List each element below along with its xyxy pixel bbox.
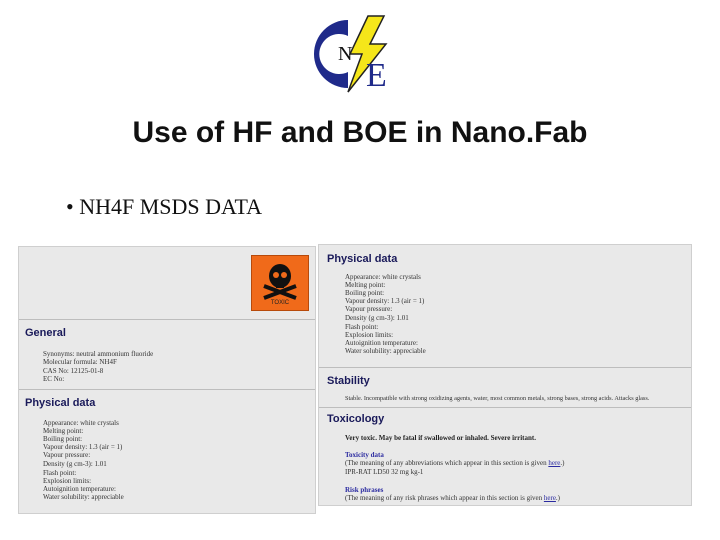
divider [19, 389, 315, 390]
toxicity-data-label: Toxicity data [345, 451, 384, 459]
physical-line: Vapour density: 1.3 (air = 1) [43, 443, 123, 451]
general-heading: General [25, 327, 66, 339]
toxicity-note [345, 459, 564, 467]
msds-right-panel [318, 244, 692, 506]
general-line: Molecular formula: NH4F [43, 358, 117, 366]
general-line: Synonyms: neutral ammonium fluoride [43, 350, 154, 358]
toxicity-note-end: .) [560, 459, 565, 467]
ld50-value: IPR-RAT LD50 32 mg kg-1 [345, 468, 424, 476]
divider [319, 407, 691, 408]
bullet-text: NH4F MSDS DATA [79, 194, 263, 219]
stability-text: Stable. Incompatible with strong oxidizing agents, water, most common metals, strong bases, strong acids. Attacks glass. [345, 395, 650, 402]
toxicology-text: Very toxic. May be fatal if swallowed or inhaled. Severe irritant. [345, 434, 536, 442]
toxic-label: TOXIC [270, 300, 290, 306]
logo-letter-n: N [338, 43, 353, 65]
slide-title: Use of HF and BOE in Nano.Fab [132, 116, 588, 149]
physical-line: Autoignition temperature: [345, 339, 418, 347]
physical-line: Water solubility: appreciable [345, 347, 426, 355]
stability-heading: Stability [327, 375, 370, 387]
general-line: EC No: [43, 375, 65, 383]
divider [319, 367, 691, 368]
toxicity-note-text: (The meaning of any abbreviations which appear in this section is given [345, 459, 549, 467]
risk-here-link[interactable]: here [543, 494, 556, 502]
physical-line: Vapour pressure: [345, 305, 393, 313]
risk-note-end: .) [555, 494, 561, 502]
physical-line: Explosion limits: [345, 331, 394, 339]
logo-letter-e: E [366, 57, 387, 94]
physical-line: Vapour pressure: [43, 451, 91, 459]
physical-line: Appearance: white crystals [43, 419, 119, 427]
physical-line: Flash point: [345, 323, 379, 331]
toxicology-heading: Toxicology [327, 413, 385, 425]
risk-phrases-label: Risk phrases [345, 486, 384, 494]
physical-data-heading: Physical data [327, 253, 398, 265]
physical-data-heading: Physical data [25, 397, 96, 409]
physical-line: Vapour density: 1.3 (air = 1) [345, 297, 425, 305]
physical-line: Boiling point: [43, 435, 83, 443]
risk-note-text: (The meaning of any risk phrases which appear in this section is given [345, 494, 544, 502]
physical-line: Autoignition temperature: [43, 485, 116, 493]
physical-line: Flash point: [43, 469, 77, 477]
bullet-item [66, 194, 262, 220]
toxicity-here-link[interactable]: here [548, 459, 561, 467]
physical-line: Melting point: [43, 427, 84, 435]
risk-note [345, 494, 560, 502]
physical-line: Boiling point: [345, 289, 385, 297]
logo-graphic [308, 14, 408, 94]
physical-line: Density (g cm-3): 1.01 [43, 460, 107, 468]
msds-left-panel [18, 246, 316, 514]
toxic-hazard-symbol [251, 255, 309, 311]
physical-line: Water solubility: appreciable [43, 493, 124, 501]
logo [308, 14, 408, 94]
general-line: CAS No: 12125-01-8 [43, 367, 104, 375]
skull-crossbones-icon [252, 256, 308, 300]
bullet-marker: • [66, 194, 74, 219]
divider [19, 319, 315, 320]
physical-line: Melting point: [345, 281, 386, 289]
physical-line: Appearance: white crystals [345, 273, 421, 281]
physical-line: Density (g cm-3): 1.01 [345, 314, 409, 322]
physical-line: Explosion limits: [43, 477, 92, 485]
